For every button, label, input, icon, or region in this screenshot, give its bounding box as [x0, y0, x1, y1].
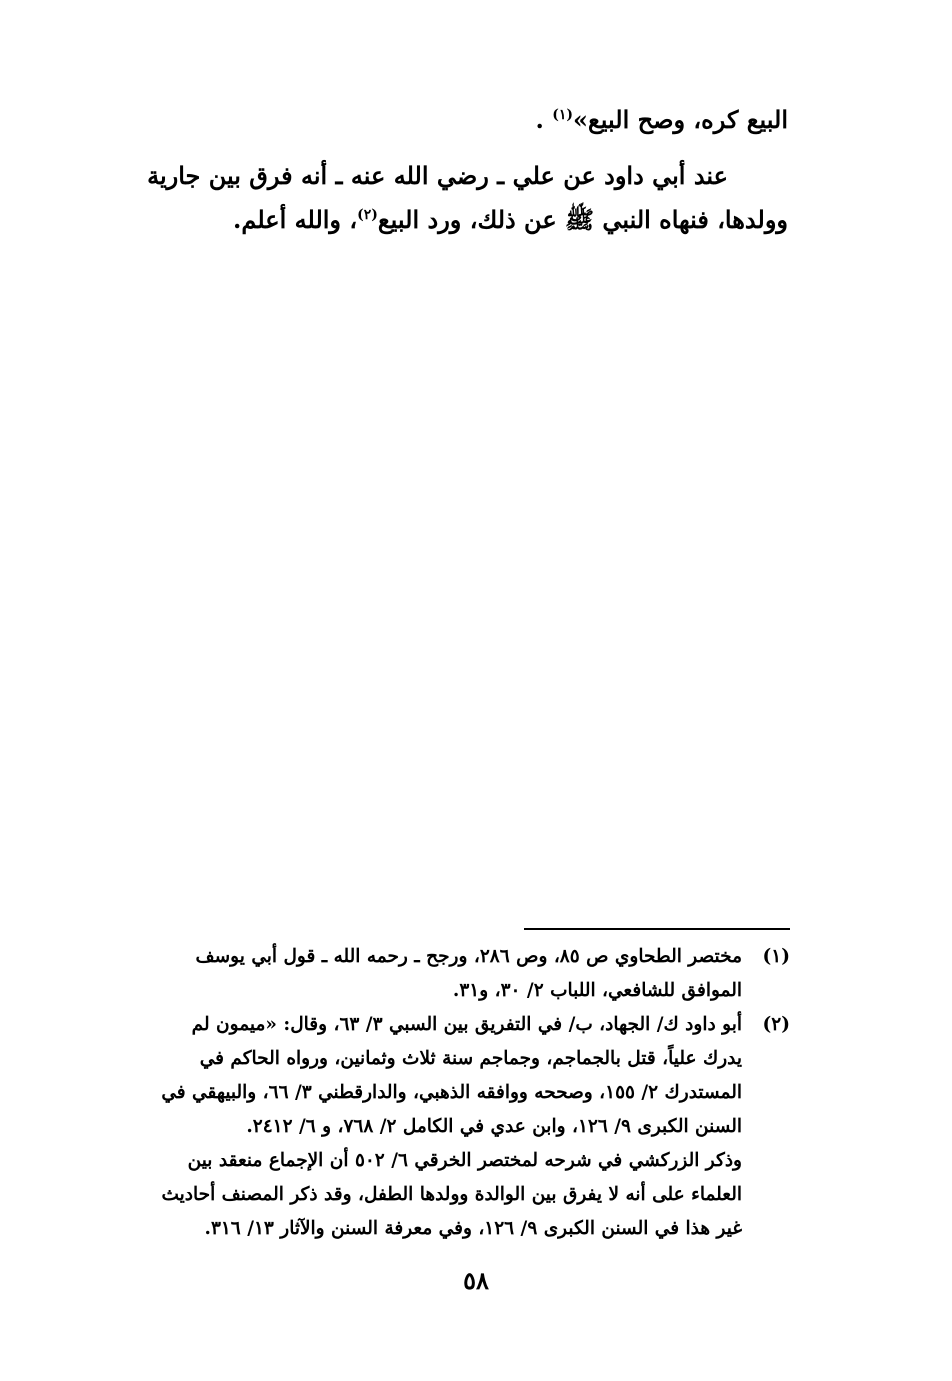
footnotes	[100, 940, 790, 1246]
page-number: ٥٨	[463, 1266, 489, 1295]
body-paragraph-2-line-2-start: وولدها، فنهاه النبي ﷺ عن ذلك، ورد البيع	[377, 205, 788, 234]
body-paragraph-2	[98, 154, 788, 242]
body-line-1-text: البيع كره، وصح البيع»	[573, 105, 788, 134]
footnote-ref-2[interactable]: (٢)	[357, 207, 378, 223]
footnote-2-line: يدرك علياً، قتل بالجماجم، وجماجم سنة ثلاث وثمانين، ورواه الحاكم في	[199, 1048, 742, 1069]
body-paragraph-2-line-2-end: ، والله أعلم.	[233, 205, 358, 234]
footnote-1-line: الموافق للشافعي، اللباب ٢/ ٣٠، و٣١.	[452, 980, 742, 1001]
footnote-2-line: وذكر الزركشي في شرحه لمختصر الخرقي ٦/ ٥٠٢ أن الإجماع منعقد بين	[187, 1150, 742, 1171]
footnote-ref-1[interactable]: (١)	[552, 107, 573, 123]
footnote-2-number: (٢)	[762, 1014, 790, 1035]
footnote-separator	[524, 928, 790, 930]
footnote-2-line: غير هذا في السنن الكبرى ٩/ ١٢٦، وفي معرفة السنن والآثار ١٣/ ٣١٦.	[204, 1218, 742, 1239]
footnote-1-line: مختصر الطحاوي ص ٨٥، وص ٢٨٦، ورجح ـ رحمه الله ـ قول أبي يوسف	[195, 946, 742, 967]
footnote-2-line: أبو داود ك/ الجهاد، ب/ في التفريق بين السبي ٣/ ٦٣، وقال: «ميمون لم	[191, 1014, 742, 1035]
footnote-2-line: السنن الكبرى ٩/ ١٢٦، وابن عدي في الكامل ٢/ ٧٦٨، و ٦/ ٢٤١٢.	[246, 1116, 742, 1137]
body-line-1-end: .	[535, 105, 544, 134]
footnote-2	[100, 1008, 790, 1246]
body-paragraph-2-line-2	[98, 198, 788, 242]
footnote-2-line: المستدرك ٢/ ١٥٥، وصححه ووافقه الذهبي، والدارقطني ٣/ ٦٦، والبيهقي في	[161, 1082, 742, 1103]
footnote-2-line: العلماء على أنه لا يفرق بين الوالدة وولدها الطفل، وقد ذكر المصنف أحاديث	[161, 1184, 742, 1205]
body-line-1	[98, 98, 788, 142]
body-paragraph-2-line-1: عند أبي داود عن علي ـ رضي الله عنه ـ أنه فرق بين جارية	[147, 161, 728, 190]
footnote-1-number: (١)	[762, 946, 790, 967]
footnote-1	[100, 940, 790, 1008]
